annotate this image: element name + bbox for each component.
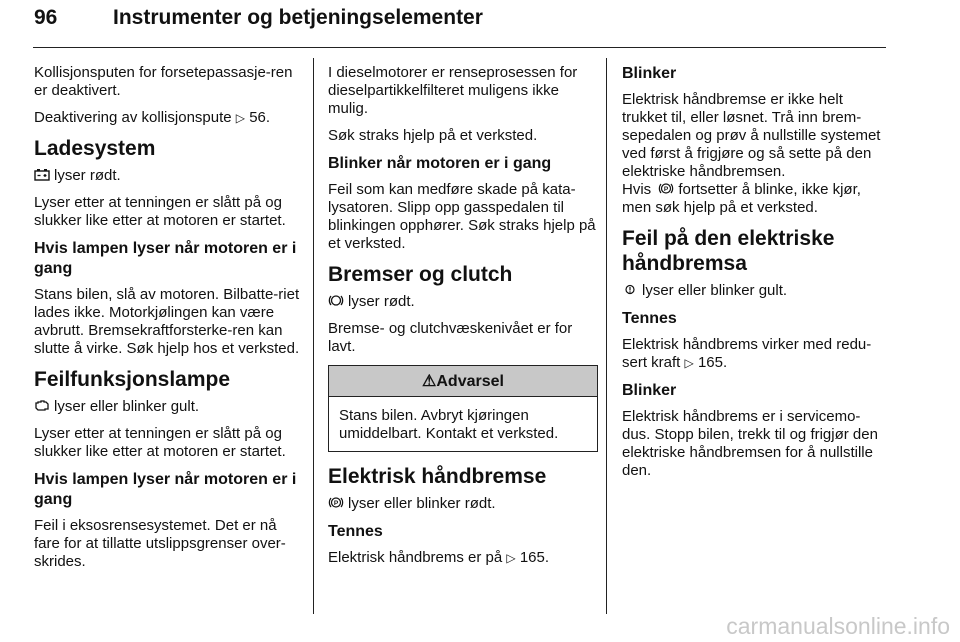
subheading: Hvis lampen lyser når motoren er i gang [34, 240, 297, 277]
page-ref-link[interactable]: 165. [519, 549, 550, 566]
subheading: Blinker når motoren er i gang [328, 155, 552, 172]
warning-header: ⚠Advarsel [329, 366, 597, 397]
header-rule [33, 47, 886, 48]
paragraph: Elektrisk håndbremse er ikke helt trukket til, eller løsnet. Trå inn brem-sepedalen og prøv å nullstille systemet ved først å frigjøre og så sette på den elektriske håndbremsen. [622, 91, 881, 180]
svg-text:P: P [664, 186, 669, 193]
column-divider-1 [313, 58, 314, 614]
paragraph: I dieselmotorer er renseprosessen for dieselpartikkelfilteret muligens ikke mulig. [328, 64, 578, 117]
paragraph: lyser rødt. [328, 293, 598, 311]
warning-body [329, 397, 597, 451]
paragraph: Lyser etter at tenningen er slått på og slukker like etter at motoren er startet. [34, 194, 286, 229]
section-heading-elektrisk-handbremse: Elektrisk håndbremse [328, 465, 547, 488]
page-ref-arrow-icon: ▷ [684, 356, 694, 370]
paragraph: Elektrisk håndbrems virker med redu-sert kraft ▷ 165. [622, 336, 872, 371]
page-ref-link[interactable]: 165. [697, 354, 728, 371]
column-1 [34, 64, 302, 580]
warning-box [328, 365, 598, 452]
brake-fault-icon [622, 283, 638, 296]
column-divider-2 [606, 58, 607, 614]
paragraph: Bremse- og clutchvæskenivået er for lavt. [328, 320, 573, 355]
paragraph: Søk straks hjelp på et verksted. [328, 127, 538, 144]
paragraph: Deaktivering av kollisjonspute ▷ 56. [34, 109, 271, 126]
paragraph: Elektrisk håndbrems er i servicemo-dus. Stopp bilen, trekk til og frigjør den elektriske håndbremsen for å nullstille den. [622, 408, 878, 479]
page-ref-link[interactable]: 56. [249, 109, 271, 126]
brake-warning-icon [328, 294, 344, 307]
paragraph: Stans bilen, slå av motoren. Bilbatte-riet lades ikke. Motorkjølingen kan være avbrutt. Bremsekraftforsterke-ren kan slutte å virke. Søk hjelp hos et verksted. [34, 286, 300, 357]
page-ref-arrow-icon: ▷ [506, 551, 516, 565]
page-ref-arrow-icon: ▷ [235, 111, 246, 125]
subheading: Tennes [622, 310, 677, 327]
paragraph: lyser rødt. [34, 167, 302, 185]
column-2 [328, 64, 598, 576]
page-title: Instrumenter og betjeningselementer [113, 6, 483, 29]
engine-icon [34, 399, 50, 412]
paragraph: Kollisjonsputen for forsetepassasje-ren er deaktivert. [34, 64, 293, 99]
battery-icon [34, 168, 50, 181]
subheading: Hvis lampen lyser når motoren er i gang [34, 471, 297, 508]
column-3 [622, 64, 888, 489]
section-heading-feil-handbremsa: Feil på den elektriske håndbremsa [622, 227, 835, 275]
svg-text:P: P [333, 500, 339, 507]
page-number: 96 [34, 6, 58, 29]
section-heading-ladesystem: Ladesystem [34, 137, 156, 160]
warning-text: Stans bilen. Avbryt kjøringen umiddelbart. Kontakt et verksted. [339, 407, 559, 442]
paragraph: lyser eller blinker gult. [34, 398, 302, 416]
paragraph: lyser eller blinker gult. [622, 282, 888, 300]
paragraph: Feil som kan medføre skade på kata-lysatoren. Slipp opp gasspedalen til blinkingen opphører. Søk straks hjelp på et verksted. [328, 181, 596, 252]
section-heading-feilfunksjonslampe: Feilfunksjonslampe [34, 368, 231, 391]
paragraph: Lyser etter at tenningen er slått på og slukker like etter at motoren er startet. [34, 425, 286, 460]
section-heading-bremser: Bremser og clutch [328, 263, 513, 286]
paragraph: P lyser eller blinker rødt. [328, 495, 598, 513]
parking-brake-icon [328, 496, 344, 509]
warning-triangle-icon: ⚠ [422, 373, 437, 390]
paragraph: Hvis P fortsetter å blinke, ikke kjør, men søk hjelp på et verksted. [622, 181, 861, 216]
subheading: Tennes [328, 523, 383, 540]
subheading: Blinker [622, 382, 677, 399]
watermark: carmanualsonline.info [726, 613, 950, 639]
paragraph: Elektrisk håndbrems er på ▷ 165. [328, 549, 550, 566]
subheading: Blinker [622, 65, 677, 82]
paragraph: Feil i eksosrensesystemet. Det er nå fare for at tillatte utslippsgrenser over-skrides. [34, 517, 286, 570]
parking-brake-icon [658, 182, 674, 195]
